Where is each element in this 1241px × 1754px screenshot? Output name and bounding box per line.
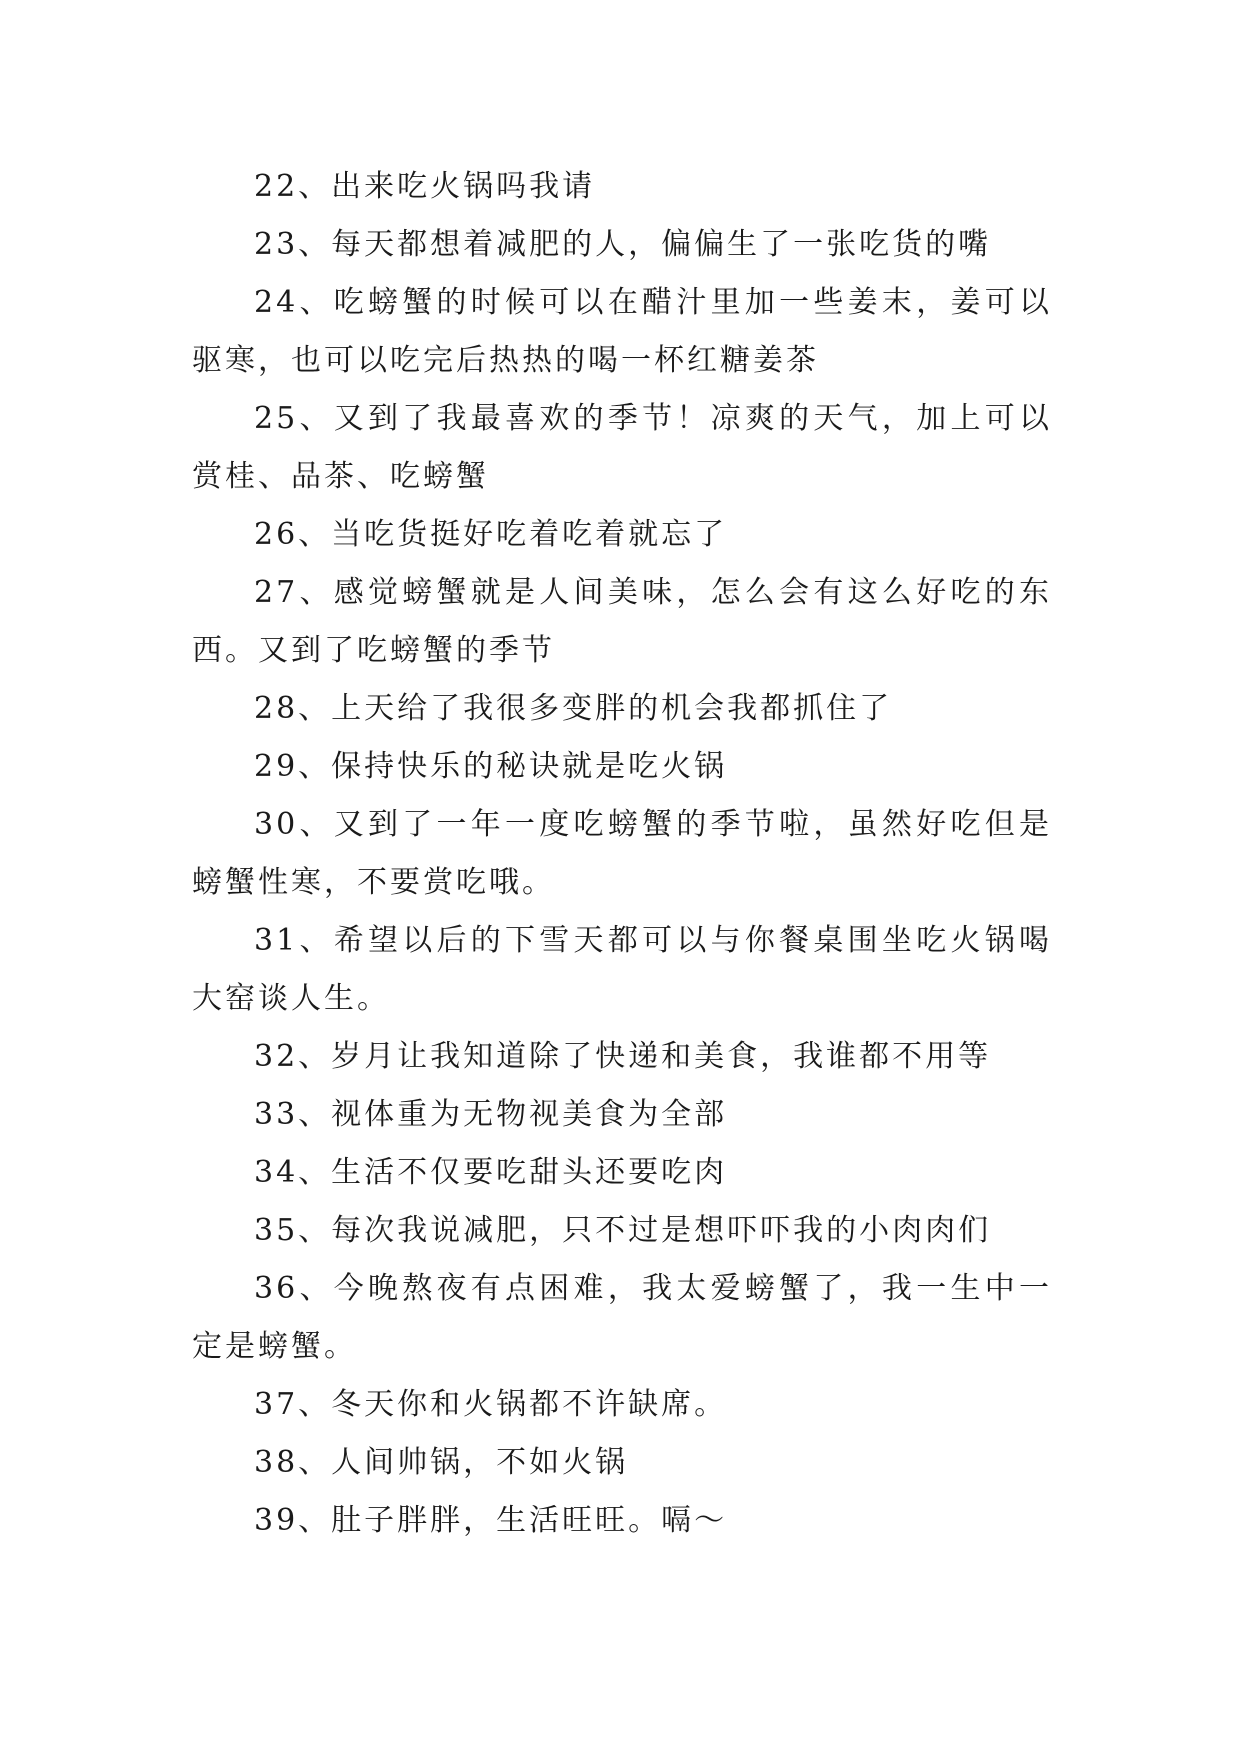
paragraph-28: 28、上天给了我很多变胖的机会我都抓住了 <box>254 691 893 726</box>
paragraph-26: 26、当吃货挺好吃着吃着就忘了 <box>254 517 728 552</box>
paragraph-24: 24、吃螃蟹的时候可以在醋汁里加一些姜末，姜可以驱寒，也可以吃完后热热的喝一杯红糖姜茶 <box>192 285 1052 378</box>
document-body <box>192 158 1052 1550</box>
paragraph-27: 27、感觉螃蟹就是人间美味，怎么会有这么好吃的东西。又到了吃螃蟹的季节 <box>192 575 1052 668</box>
paragraph-25: 25、又到了我最喜欢的季节！凉爽的天气，加上可以赏桂、品茶、吃螃蟹 <box>192 401 1052 494</box>
paragraph-38: 38、人间帅锅，不如火锅 <box>254 1445 629 1480</box>
paragraph-22: 22、出来吃火锅吗我请 <box>254 169 596 204</box>
paragraph-23: 23、每天都想着减肥的人，偏偏生了一张吃货的嘴 <box>254 227 992 262</box>
paragraph-32: 32、岁月让我知道除了快递和美食，我谁都不用等 <box>254 1039 992 1074</box>
paragraph-39: 39、肚子胖胖，生活旺旺。嗝～ <box>254 1503 728 1538</box>
paragraph-30: 30、又到了一年一度吃螃蟹的季节啦，虽然好吃但是螃蟹性寒，不要赏吃哦。 <box>192 807 1052 900</box>
paragraph-37: 37、冬天你和火锅都不许缺席。 <box>254 1387 728 1422</box>
paragraph-35: 35、每次我说减肥，只不过是想吓吓我的小肉肉们 <box>254 1213 992 1248</box>
paragraph-34: 34、生活不仅要吃甜头还要吃肉 <box>254 1155 728 1190</box>
paragraph-29: 29、保持快乐的秘诀就是吃火锅 <box>254 749 728 784</box>
paragraph-33: 33、视体重为无物视美食为全部 <box>254 1097 728 1132</box>
paragraph-36: 36、今晚熬夜有点困难，我太爱螃蟹了，我一生中一定是螃蟹。 <box>192 1271 1052 1364</box>
paragraph-31: 31、希望以后的下雪天都可以与你餐桌围坐吃火锅喝大窑谈人生。 <box>192 923 1052 1016</box>
